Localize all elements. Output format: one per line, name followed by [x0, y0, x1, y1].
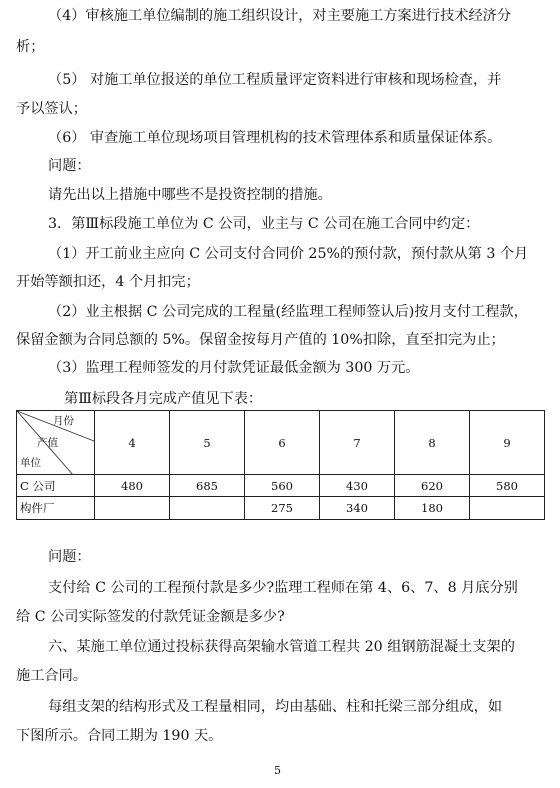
table-cell: 430: [320, 475, 395, 497]
page-number: 5: [274, 764, 281, 777]
table-cell: [170, 497, 245, 520]
corner-label-unit: 单位: [20, 457, 41, 469]
row-label-c-company: C 公司: [17, 475, 95, 497]
clause-2-line1: （2）业主根据 C 公司完成的工程量(经监理工程师签认后)按月支付工程款，: [48, 304, 528, 320]
table-cell: 685: [170, 475, 245, 497]
production-value-table: [16, 410, 545, 520]
question-1-label: 问题：: [48, 158, 91, 174]
month-header: 5: [170, 411, 245, 475]
paragraph-item-5-line2: 予以签认；: [16, 101, 87, 117]
table-cell: 480: [95, 475, 170, 497]
paragraph-item-4-line2: 析；: [16, 39, 45, 55]
text: （4）审核施工单位编制的施工组织设计，对主要施工方案进行技术经济分: [48, 8, 512, 24]
question-1-text: 请先出以上措施中哪些不是投资控制的措施。: [48, 187, 332, 203]
section-6-para2-line2: 下图所示。合同工期为 190 天。: [16, 728, 223, 744]
paragraph-item-5-line1: （5） 对施工单位报送的单位工程质量评定资料进行审核和现场检查，并: [48, 72, 502, 88]
table-cell: 275: [245, 497, 320, 520]
question-2-line2: 给 C 公司实际签发的付款凭证金额是多少?: [16, 609, 285, 625]
table-row: [17, 497, 545, 520]
clause-1-line2: 开始等额扣还，4 个月扣完；: [16, 274, 200, 290]
section-6-para2-line1: 每组支架的结构形式及工程量相同，均由基础、柱和托梁三部分组成，如: [48, 699, 503, 715]
clause-2-line2: 保留金额为合同总额的 5%。保留金按每月产值的 10%扣除，直至扣完为止；: [16, 332, 505, 348]
table-cell: 560: [245, 475, 320, 497]
clause-1-line1: （1）开工前业主应向 C 公司支付合同价 25%的预付款，预付款从第 3 个月: [48, 246, 529, 262]
question-2-line1: 支付给 C 公司的工程预付款是多少?监理工程师在第 4、6、7、8 月底分别: [48, 580, 518, 596]
month-header: 8: [395, 411, 470, 475]
paragraph-item-4-line1: [48, 6, 540, 26]
corner-label-month: 月份: [53, 415, 74, 427]
section-3-intro: 3．第Ⅲ标段施工单位为 C 公司，业主与 C 公司在施工合同中约定：: [48, 216, 480, 232]
paragraph-item-6: （6） 审查施工单位现场项目管理机构的技术管理体系和质量保证体系。: [48, 130, 502, 146]
table-cell: 340: [320, 497, 395, 520]
section-6-line1: 六、某施工单位通过投标获得高架输水管道工程共 20 组钢筋混凝土支架的: [48, 639, 515, 655]
table-cell: 580: [470, 475, 545, 497]
month-header: 7: [320, 411, 395, 475]
question-2-label: 问题：: [48, 549, 91, 565]
table-corner-cell: [17, 411, 95, 475]
month-header: 9: [470, 411, 545, 475]
month-header: 4: [95, 411, 170, 475]
table-cell: 180: [395, 497, 470, 520]
row-label-component-factory: 构件厂: [17, 497, 95, 520]
table-header-row: [17, 411, 545, 475]
table-cell: 620: [395, 475, 470, 497]
table-cell: [470, 497, 545, 520]
month-header: 6: [245, 411, 320, 475]
section-6-line2: 施工合同。: [16, 668, 87, 684]
corner-label-value: 产值: [37, 437, 58, 449]
table-row: [17, 475, 545, 497]
table-cell: [95, 497, 170, 520]
clause-3: （3）监理工程师签发的月付款凭证最低金额为 300 万元。: [48, 360, 420, 376]
table-caption: 第Ⅲ标段各月完成产值见下表：: [64, 391, 263, 407]
